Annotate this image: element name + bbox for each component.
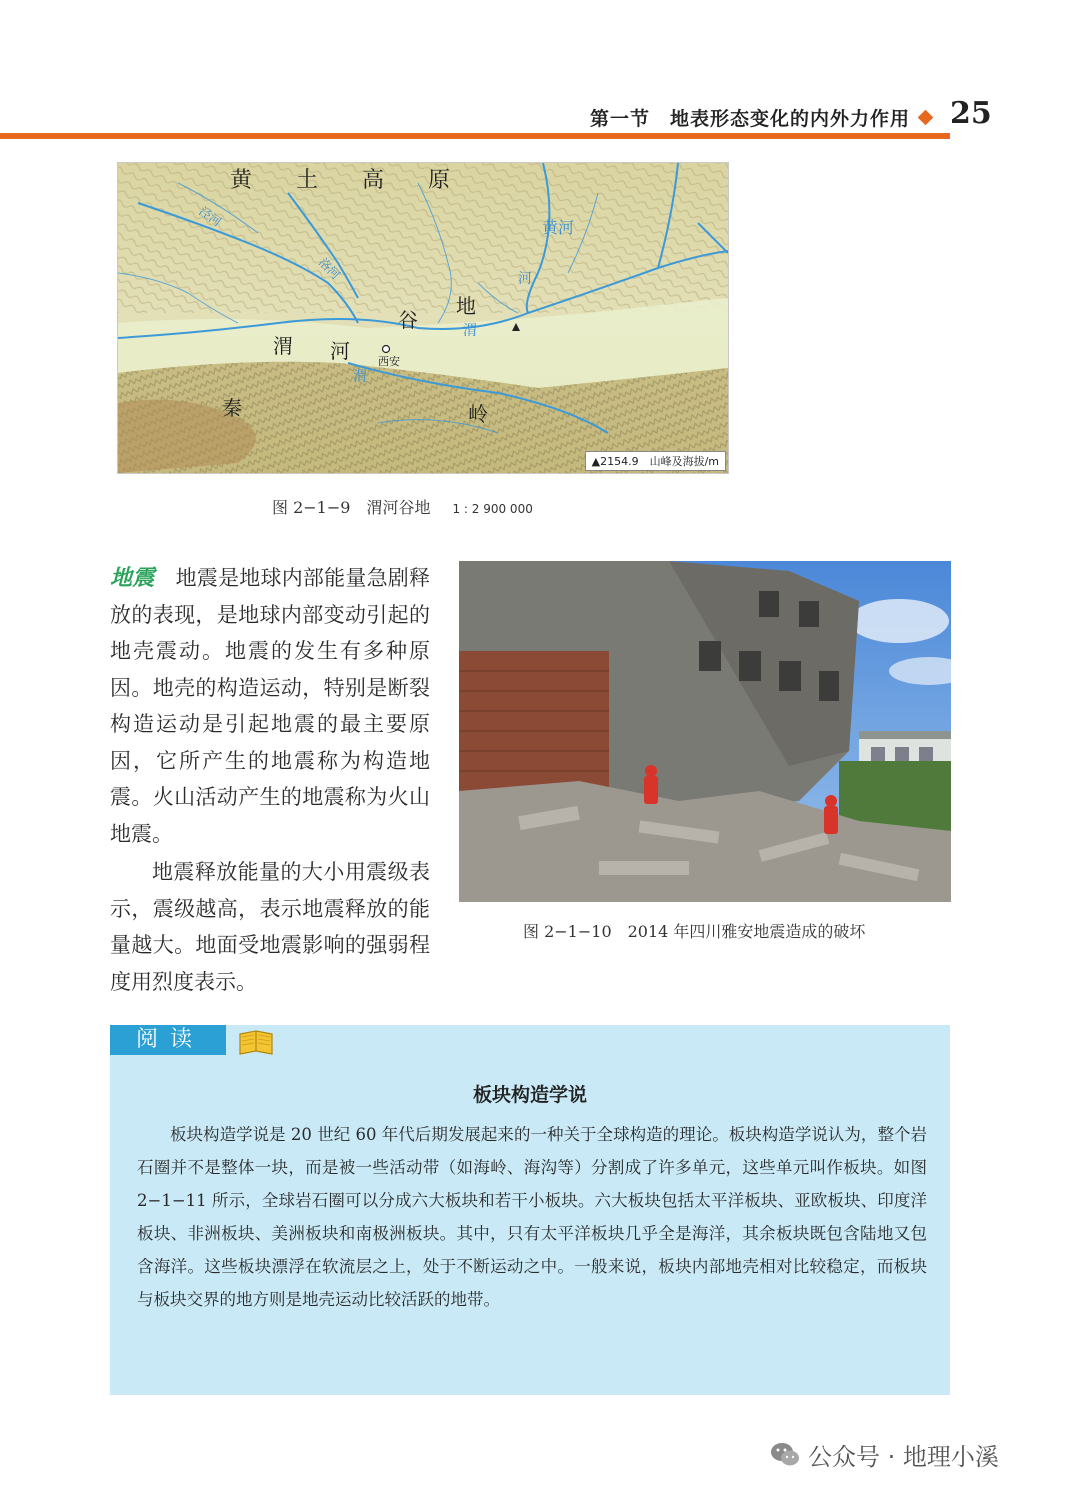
earthquake-para-1-text: 地震是地球内部能量急剧释放的表现，是地球内部变动引起的地壳震动。地震的发生有多种原因。地壳的构造运动，特别是断裂构造运动是引起地震的最主要原因，它所产生的地震称为构造地震。火山活动产生的地震称为火山地震。	[110, 566, 431, 846]
gu-label: 谷	[398, 308, 418, 332]
he-label: 河	[330, 339, 350, 363]
earthquake-para-1	[110, 560, 430, 852]
wei-river-small-label: 渭	[463, 323, 477, 339]
huang-river-label: 黄河	[542, 218, 575, 237]
map-caption-text: 图 2−1−9 渭河谷地	[272, 498, 431, 517]
jing-river-label: 泾河	[196, 203, 224, 230]
earthquake-text	[110, 560, 430, 1000]
photo-caption: 图 2−1−10 2014 年四川雅安地震造成的破坏	[523, 922, 866, 941]
wei-river-small-label-2: 河	[518, 271, 532, 287]
wei-lower-label: 渭	[353, 369, 367, 385]
map-scale: 1 : 2 900 000	[452, 502, 533, 516]
wei-label: 渭	[273, 334, 293, 358]
earthquake-para-2: 地震释放能量的大小用震级表示，震级越高，表示地震释放的能量越大。地面受地震影响的强弱程度用烈度表示。	[110, 860, 430, 994]
terrain-map-graphic	[118, 163, 728, 473]
luo-river-label: 洛河	[315, 255, 343, 283]
header-rule	[0, 133, 950, 139]
chapter-section-title: 第一节 地表形态变化的内外力作用	[589, 108, 910, 130]
map-caption	[272, 495, 533, 518]
di-label: 地	[456, 294, 476, 318]
earthquake-term: 地震	[110, 565, 155, 591]
watermark	[770, 1437, 999, 1472]
page-number: 25	[950, 96, 992, 131]
reading-title: 板块构造学说	[472, 1084, 587, 1106]
watermark-text: 公众号 · 地理小溪	[808, 1443, 999, 1471]
ling-label: 岭	[468, 402, 488, 426]
reading-body: 板块构造学说是 20 世纪 60 年代后期发展起来的一种关于全球构造的理论。板块构造学说认为，整个岩石圈并不是整体一块，而是被一些活动带（如海岭、海沟等）分割成了许多单元，这些单元叫作板块。如图 2−1−11 所示，全球岩石圈可以分成六大板块和若干小板块。六大板块包括太平洋板块、亚欧板块、印度洋板块、非洲板块、美洲板块和南极洲板块。其中，只有太平洋板块几乎全是海洋，其余板块既包含陆地又包含海洋。这些板块漂浮在软流层之上，处于不断运动之中。一般来说，板块内部地壳相对比较稳定，而板块与板块交界的地方则是地壳运动比较活跃的地带。	[137, 1125, 927, 1309]
qin-label: 秦	[222, 396, 242, 420]
earthquake-photo-graphic	[459, 561, 951, 902]
loess-plateau-label: 黄 土 高 原	[230, 168, 451, 193]
xian-city-marker	[383, 346, 390, 353]
reading-tab: 阅读	[110, 1025, 226, 1055]
wechat-icon	[770, 1441, 800, 1469]
map-legend: ▲2154.9 山峰及海拔/m	[585, 451, 726, 471]
diamond-icon	[918, 110, 934, 126]
wei-river-valley-map	[117, 162, 729, 474]
xian-label: 西安	[378, 355, 400, 368]
open-book-icon	[238, 1028, 274, 1056]
earthquake-damage-photo	[459, 561, 951, 902]
